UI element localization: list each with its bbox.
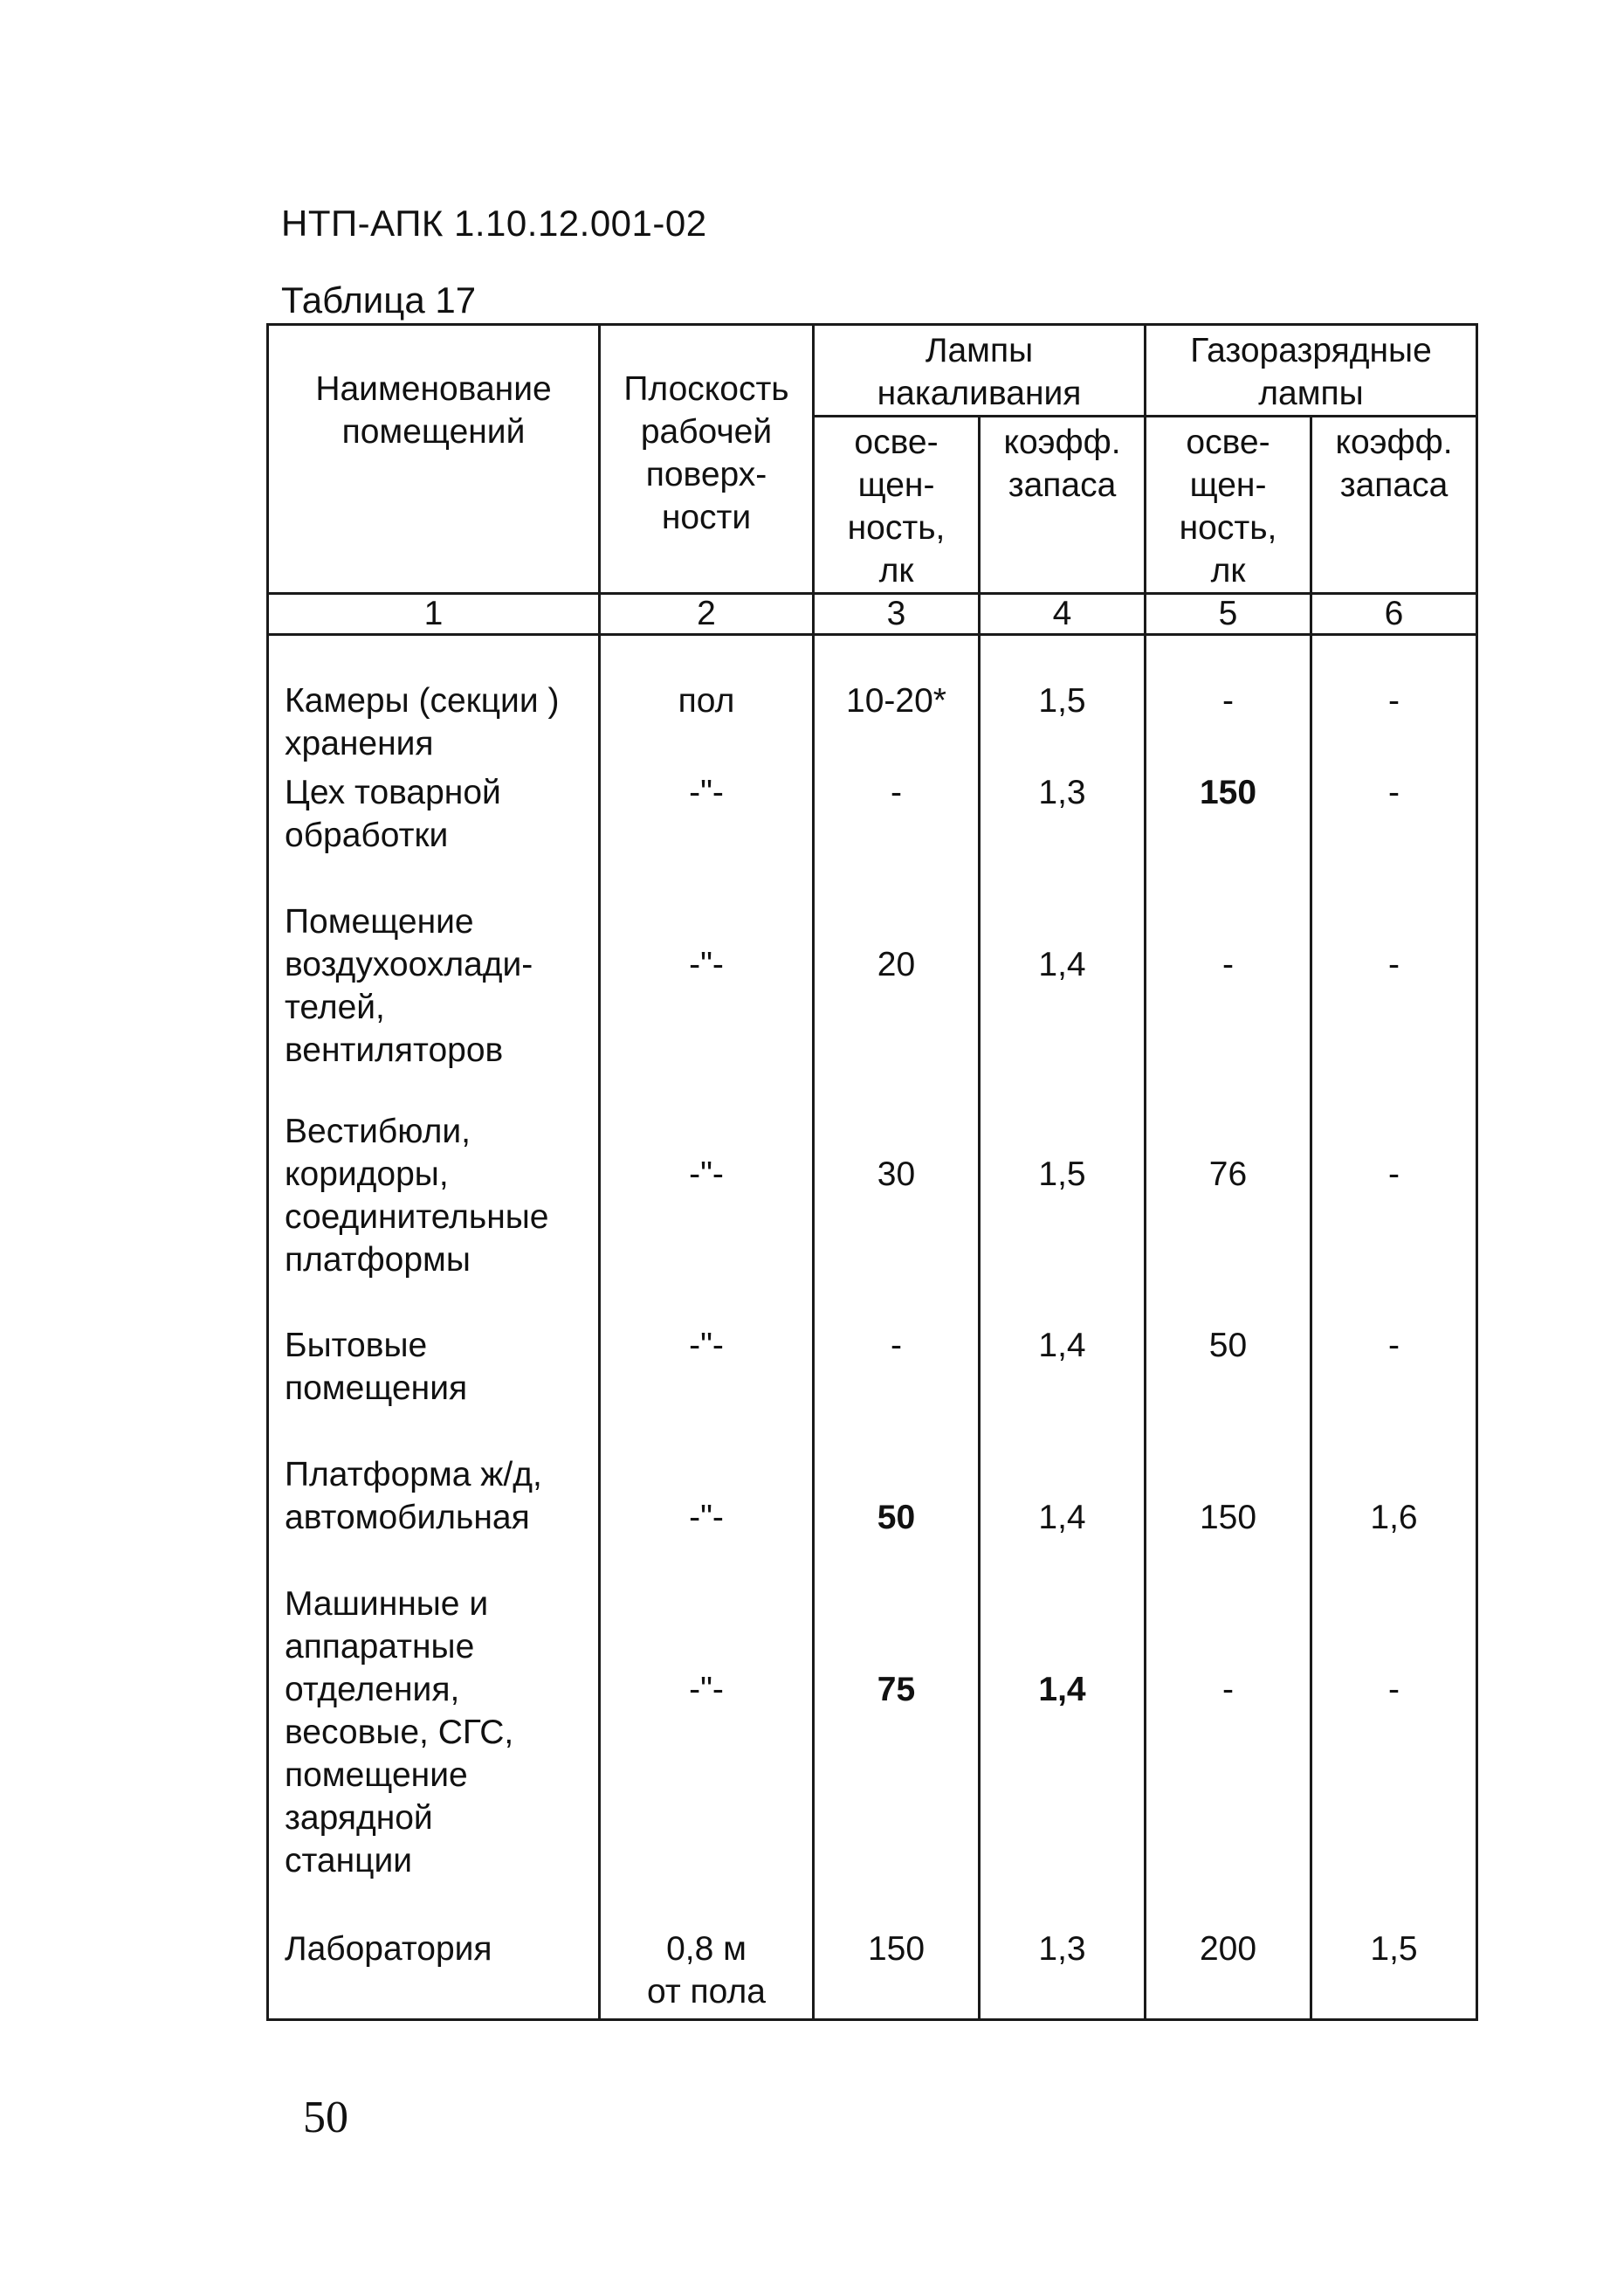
room-name: Машинные и аппаратные отделения, весовые, СГС, помещение зарядной станции: [268, 1577, 600, 1922]
inc-coefficient: 1,5: [980, 635, 1146, 766]
inc-illuminance: 10-20*: [814, 635, 980, 766]
column-number: 5: [1146, 594, 1311, 635]
gas-illuminance: 150: [1146, 1448, 1311, 1577]
room-name: Вестибюли, коридоры, соединительные платформы: [268, 1105, 600, 1319]
work-surface: -"-: [600, 766, 814, 895]
column-number: 2: [600, 594, 814, 635]
room-name: Камеры (секции ) хранения: [268, 635, 600, 766]
inc-coefficient: 1,5: [980, 1105, 1146, 1319]
table-row: [268, 1448, 1477, 1577]
column-number: 6: [1311, 594, 1477, 635]
table-row: [268, 895, 1477, 1105]
inc-illuminance: 75: [814, 1577, 980, 1922]
lighting-norms-table: [266, 323, 1478, 2021]
page-number: 50: [303, 2093, 348, 2142]
table-row: [268, 1922, 1477, 2020]
header-inc-coefficient: коэфф. запаса: [980, 417, 1146, 594]
gas-coefficient: 1,5: [1311, 1922, 1477, 2020]
inc-coefficient: 1,4: [980, 1448, 1146, 1577]
column-number: 3: [814, 594, 980, 635]
gas-coefficient: -: [1311, 766, 1477, 895]
gas-illuminance: 150: [1146, 766, 1311, 895]
work-surface: пол: [600, 635, 814, 766]
room-name: Бытовые помещения: [268, 1319, 600, 1448]
header-incandescent-lamps: Лампы накаливания: [814, 325, 1146, 417]
gas-illuminance: -: [1146, 895, 1311, 1105]
inc-coefficient: 1,4: [980, 895, 1146, 1105]
document-code: НТП-АПК 1.10.12.001-02: [281, 203, 707, 244]
gas-illuminance: 200: [1146, 1922, 1311, 2020]
header-inc-illuminance: осве- щен- ность, лк: [814, 417, 980, 594]
column-number-row: [268, 594, 1477, 635]
gas-illuminance: -: [1146, 635, 1311, 766]
work-surface: -"-: [600, 895, 814, 1105]
table-row: [268, 1105, 1477, 1319]
table-row: [268, 635, 1477, 766]
work-surface: 0,8 м от пола: [600, 1922, 814, 2020]
gas-coefficient: -: [1311, 635, 1477, 766]
work-surface: -"-: [600, 1448, 814, 1577]
room-name: Помещение воздухоохлади- телей, вентиляторов: [268, 895, 600, 1105]
inc-illuminance: 150: [814, 1922, 980, 2020]
header-gas-coefficient: коэфф. запаса: [1311, 417, 1477, 594]
inc-coefficient: 1,4: [980, 1577, 1146, 1922]
table-title: Таблица 17: [281, 279, 477, 321]
inc-coefficient: 1,3: [980, 1922, 1146, 2020]
room-name: Цех товарной обработки: [268, 766, 600, 895]
gas-coefficient: 1,6: [1311, 1448, 1477, 1577]
work-surface: -"-: [600, 1577, 814, 1922]
gas-illuminance: 76: [1146, 1105, 1311, 1319]
room-name: Лаборатория: [268, 1922, 600, 2020]
work-surface: -"-: [600, 1319, 814, 1448]
header-room-name: Наименование помещений: [268, 325, 600, 594]
gas-coefficient: -: [1311, 1319, 1477, 1448]
inc-illuminance: 30: [814, 1105, 980, 1319]
gas-coefficient: -: [1311, 895, 1477, 1105]
gas-coefficient: -: [1311, 1577, 1477, 1922]
table-row: [268, 766, 1477, 895]
column-number: 1: [268, 594, 600, 635]
inc-illuminance: -: [814, 1319, 980, 1448]
column-number: 4: [980, 594, 1146, 635]
header-gas-discharge-lamps: Газоразрядные лампы: [1146, 325, 1477, 417]
gas-coefficient: -: [1311, 1105, 1477, 1319]
inc-illuminance: 20: [814, 895, 980, 1105]
table-row: [268, 1577, 1477, 1922]
table-row: [268, 1319, 1477, 1448]
gas-illuminance: 50: [1146, 1319, 1311, 1448]
room-name: Платформа ж/д, автомобильная: [268, 1448, 600, 1577]
work-surface: -"-: [600, 1105, 814, 1319]
inc-illuminance: -: [814, 766, 980, 895]
inc-coefficient: 1,3: [980, 766, 1146, 895]
inc-illuminance: 50: [814, 1448, 980, 1577]
inc-coefficient: 1,4: [980, 1319, 1146, 1448]
header-work-surface: Плоскость рабочей поверх- ности: [600, 325, 814, 594]
gas-illuminance: -: [1146, 1577, 1311, 1922]
header-gas-illuminance: осве- щен- ность, лк: [1146, 417, 1311, 594]
